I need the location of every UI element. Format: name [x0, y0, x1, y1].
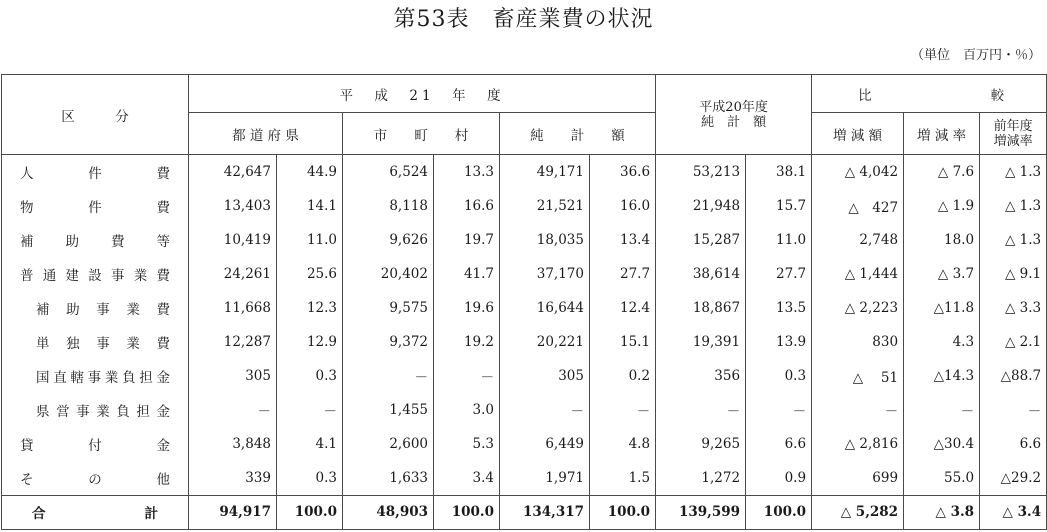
table-row	[2, 291, 1047, 325]
cell-muni: 1,633	[343, 461, 434, 495]
cell-net-pct: 13.4	[590, 223, 656, 257]
cell-net: 21,521	[500, 189, 590, 223]
cell-pref-pct: 14.1	[277, 189, 343, 223]
cell-h20-pct: 6.6	[746, 427, 812, 461]
row-label: 単独事業費	[2, 325, 189, 359]
row-label: 合計	[2, 495, 189, 529]
cell-diff: 699	[812, 461, 904, 495]
cell-diff: 830	[812, 325, 904, 359]
cell-h20-pct: 100.0	[746, 495, 812, 529]
row-label: 補助事業費	[2, 291, 189, 325]
cell-h20: 21,948	[656, 189, 746, 223]
cell-net-pct: 36.6	[590, 155, 656, 189]
cell-pref: 339	[189, 461, 277, 495]
cell-rate: 55.0	[904, 461, 980, 495]
cell-net-pct: 16.0	[590, 189, 656, 223]
cell-pref: －	[189, 393, 277, 427]
header-compare-right: 較	[990, 87, 1005, 104]
header-prefecture: 都 道 府 県	[189, 113, 343, 155]
cell-pref-pct: 0.3	[277, 359, 343, 393]
header-prev-rate	[980, 113, 1047, 155]
cell-net-pct: 0.2	[590, 359, 656, 393]
cell-rate: 4.3	[904, 325, 980, 359]
cell-rate: △ 7.6	[904, 155, 980, 189]
header-inc-dec-rate: 増 減 率	[904, 113, 980, 155]
cell-net-pct: 100.0	[590, 495, 656, 529]
row-label: 国直轄事業負担金	[2, 359, 189, 393]
cell-rate: △14.3	[904, 359, 980, 393]
cell-net: 1,971	[500, 461, 590, 495]
cell-h20-pct: 13.9	[746, 325, 812, 359]
cell-muni: 9,626	[343, 223, 434, 257]
row-label: 県営事業負担金	[2, 393, 189, 427]
header-inc-dec-amount: 増 減 額	[812, 113, 904, 155]
cell-prev: △ 1.3	[980, 223, 1047, 257]
cell-diff: △ 1,444	[812, 257, 904, 291]
cell-net-pct: 1.5	[590, 461, 656, 495]
cell-net: 305	[500, 359, 590, 393]
cell-net-pct: －	[590, 393, 656, 427]
cell-pref: 24,261	[189, 257, 277, 291]
cell-pref: 11,668	[189, 291, 277, 325]
table-title: 第53表 畜産業費の状況	[393, 7, 654, 32]
cell-pref: 12,287	[189, 325, 277, 359]
cell-h20: 38,614	[656, 257, 746, 291]
cell-net: 37,170	[500, 257, 590, 291]
header-h21: 平 成 21 年 度	[189, 75, 656, 113]
cell-net: 20,221	[500, 325, 590, 359]
cell-pref-pct: 12.3	[277, 291, 343, 325]
cell-muni: 2,600	[343, 427, 434, 461]
cell-h20-pct: 11.0	[746, 223, 812, 257]
cell-muni: －	[343, 359, 434, 393]
cell-rate: △11.8	[904, 291, 980, 325]
cell-h20: 18,867	[656, 291, 746, 325]
row-label: 補助費等	[2, 223, 189, 257]
cell-prev: △88.7	[980, 359, 1047, 393]
cell-h20: 53,213	[656, 155, 746, 189]
header-prev-rate-line2: 増減率	[993, 133, 1033, 149]
cell-h20-pct: 27.7	[746, 257, 812, 291]
cell-rate: △30.4	[904, 427, 980, 461]
cell-net-pct: 12.4	[590, 291, 656, 325]
cell-pref: 13,403	[189, 189, 277, 223]
cell-net-pct: 4.8	[590, 427, 656, 461]
header-kubun: 区 分	[2, 75, 189, 155]
header-net-total: 純 計 額	[500, 113, 656, 155]
header-prev-rate-line1: 前年度	[993, 118, 1033, 134]
cell-prev: △ 1.3	[980, 155, 1047, 189]
cell-muni-pct: 3.0	[434, 393, 500, 427]
cell-net-pct: 15.1	[590, 325, 656, 359]
unit-note: （単位 百万円・％）	[910, 48, 1041, 63]
cell-diff: △ 5,282	[812, 495, 904, 529]
cell-pref: 3,848	[189, 427, 277, 461]
row-label: その他	[2, 461, 189, 495]
header-municipality: 市 町 村	[343, 113, 500, 155]
cell-muni-pct: 19.2	[434, 325, 500, 359]
cell-h20: 19,391	[656, 325, 746, 359]
cell-h20-pct: 0.3	[746, 359, 812, 393]
cell-net: 16,644	[500, 291, 590, 325]
cell-pref-pct: －	[277, 393, 343, 427]
total-row	[2, 495, 1047, 529]
cell-net-pct: 27.7	[590, 257, 656, 291]
cell-muni: 9,575	[343, 291, 434, 325]
cell-rate: △ 3.8	[904, 495, 980, 529]
cell-h20-pct: 0.9	[746, 461, 812, 495]
table-row	[2, 223, 1047, 257]
cell-muni-pct: 3.4	[434, 461, 500, 495]
cell-muni-pct: 41.7	[434, 257, 500, 291]
cell-h20: －	[656, 393, 746, 427]
cell-muni-pct: 100.0	[434, 495, 500, 529]
cell-rate: －	[904, 393, 980, 427]
cell-prev: △ 9.1	[980, 257, 1047, 291]
row-label: 普通建設事業費	[2, 257, 189, 291]
cell-diff: △ 51	[812, 359, 904, 393]
cell-rate: △ 3.7	[904, 257, 980, 291]
table-row	[2, 393, 1047, 427]
cell-diff: 2,748	[812, 223, 904, 257]
cell-muni: 20,402	[343, 257, 434, 291]
cell-diff: △ 2,223	[812, 291, 904, 325]
cell-pref: 305	[189, 359, 277, 393]
cell-net: 6,449	[500, 427, 590, 461]
cell-muni-pct: 13.3	[434, 155, 500, 189]
cell-prev: 6.6	[980, 427, 1047, 461]
cell-pref-pct: 25.6	[277, 257, 343, 291]
cell-prev: △ 2.1	[980, 325, 1047, 359]
cell-net: 18,035	[500, 223, 590, 257]
cell-muni: 48,903	[343, 495, 434, 529]
cell-h20: 356	[656, 359, 746, 393]
cell-pref-pct: 100.0	[277, 495, 343, 529]
cell-prev: －	[980, 393, 1047, 427]
table-row	[2, 461, 1047, 495]
livestock-expense-table	[1, 74, 1047, 530]
cell-muni: 9,372	[343, 325, 434, 359]
cell-h20: 1,272	[656, 461, 746, 495]
cell-pref-pct: 4.1	[277, 427, 343, 461]
cell-muni-pct: 16.6	[434, 189, 500, 223]
table-row	[2, 257, 1047, 291]
cell-pref-pct: 12.9	[277, 325, 343, 359]
row-label: 人件費	[2, 155, 189, 189]
table-row	[2, 427, 1047, 461]
cell-h20: 9,265	[656, 427, 746, 461]
cell-pref: 42,647	[189, 155, 277, 189]
row-label: 物件費	[2, 189, 189, 223]
cell-prev: △29.2	[980, 461, 1047, 495]
cell-prev: △ 3.4	[980, 495, 1047, 529]
table-body	[2, 155, 1047, 530]
header-compare-left: 比	[858, 87, 872, 104]
cell-pref: 94,917	[189, 495, 277, 529]
cell-net: 134,317	[500, 495, 590, 529]
cell-diff: △ 427	[812, 189, 904, 223]
table-row	[2, 155, 1047, 189]
cell-diff: △ 4,042	[812, 155, 904, 189]
cell-rate: 18.0	[904, 223, 980, 257]
cell-muni-pct: 19.7	[434, 223, 500, 257]
cell-h20: 139,599	[656, 495, 746, 529]
cell-h20-pct: 38.1	[746, 155, 812, 189]
cell-prev: △ 1.3	[980, 189, 1047, 223]
cell-h20: 15,287	[656, 223, 746, 257]
header-h20	[656, 75, 812, 155]
cell-muni-pct: 5.3	[434, 427, 500, 461]
cell-pref: 10,419	[189, 223, 277, 257]
row-label: 貸付金	[2, 427, 189, 461]
cell-h20-pct: 13.5	[746, 291, 812, 325]
cell-muni-pct: 19.6	[434, 291, 500, 325]
cell-net: －	[500, 393, 590, 427]
cell-diff: －	[812, 393, 904, 427]
cell-prev: △ 3.3	[980, 291, 1047, 325]
cell-diff: △ 2,816	[812, 427, 904, 461]
header-h20-line2: 純 計 額	[701, 114, 767, 130]
cell-muni-pct: －	[434, 359, 500, 393]
cell-pref-pct: 44.9	[277, 155, 343, 189]
cell-rate: △ 1.9	[904, 189, 980, 223]
cell-muni: 1,455	[343, 393, 434, 427]
table-row	[2, 359, 1047, 393]
cell-h20-pct: 15.7	[746, 189, 812, 223]
cell-muni: 8,118	[343, 189, 434, 223]
table-row	[2, 325, 1047, 359]
header-h20-line1: 平成20年度	[699, 99, 768, 115]
cell-h20-pct: －	[746, 393, 812, 427]
table-row	[2, 189, 1047, 223]
header-compare	[812, 75, 1047, 113]
cell-pref-pct: 0.3	[277, 461, 343, 495]
cell-muni: 6,524	[343, 155, 434, 189]
cell-pref-pct: 11.0	[277, 223, 343, 257]
cell-net: 49,171	[500, 155, 590, 189]
